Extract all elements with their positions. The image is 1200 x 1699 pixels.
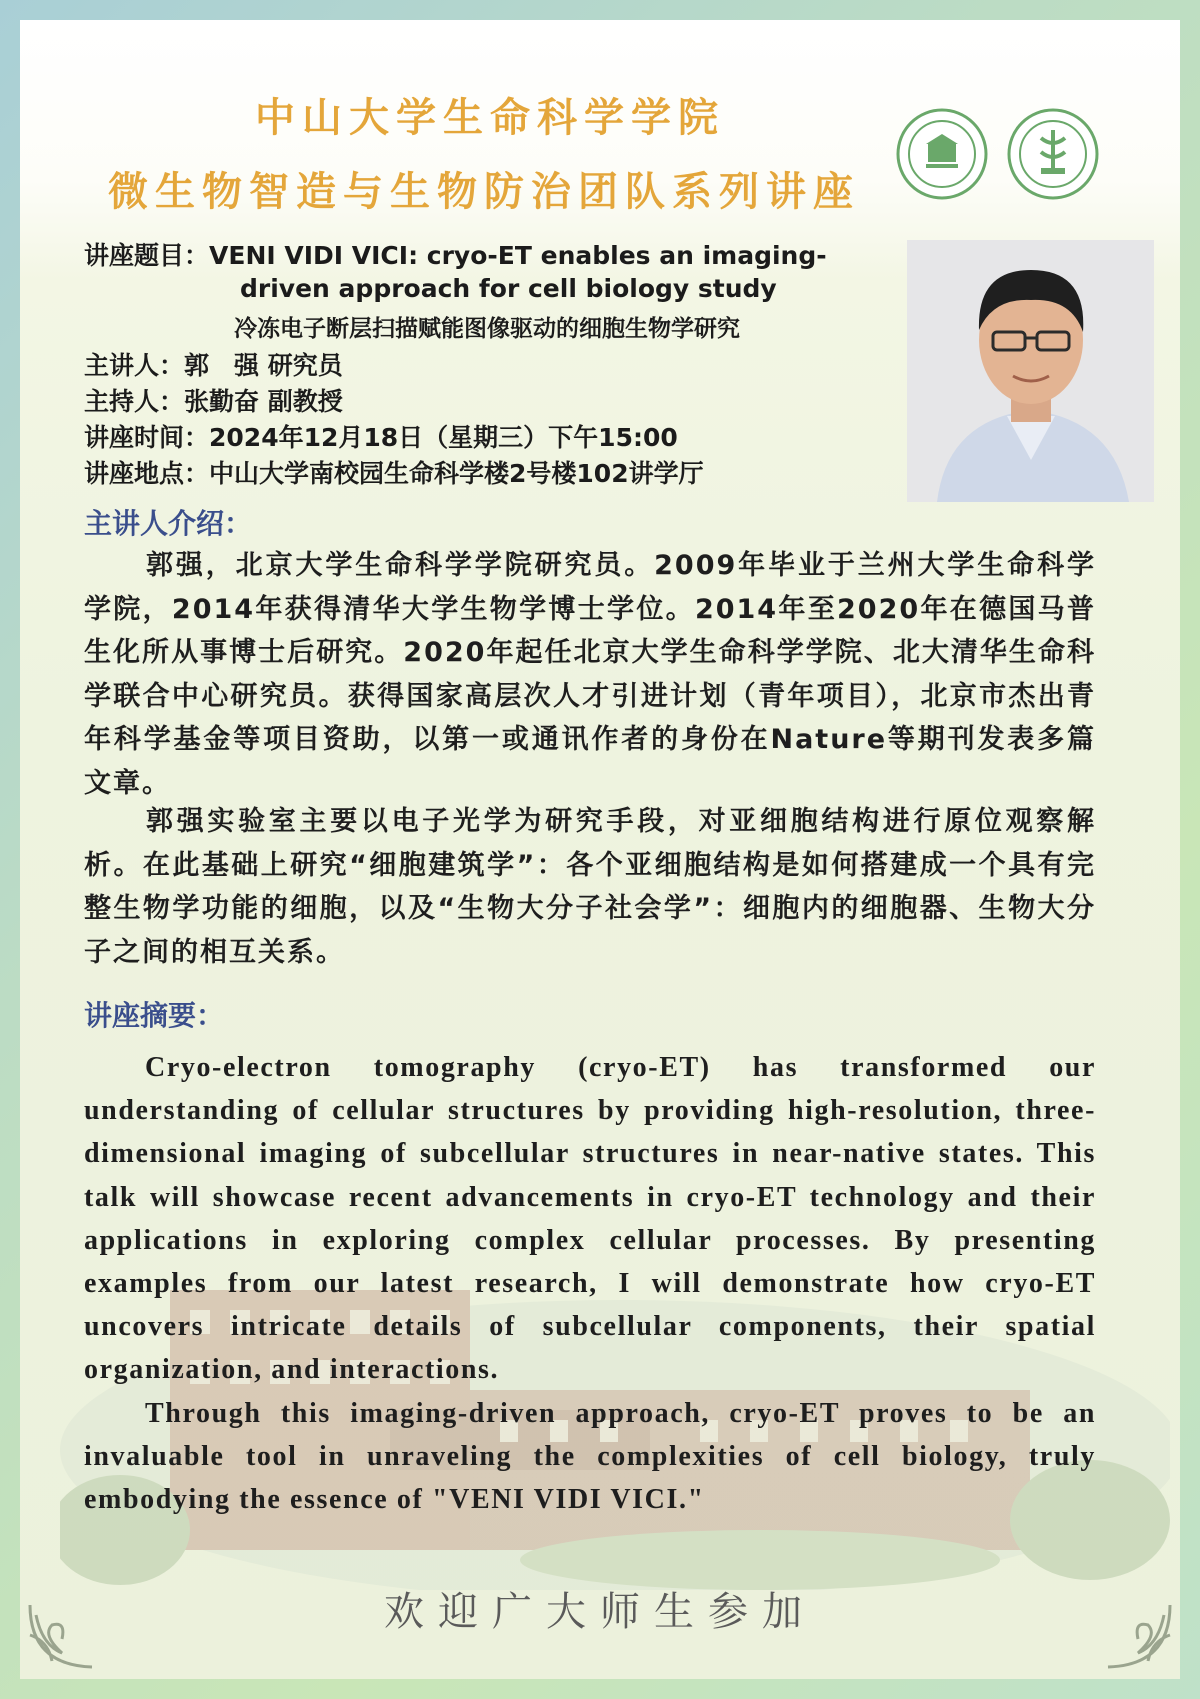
speaker-row <box>84 346 343 382</box>
abstract-paragraph-2: Through this imaging-driven approach, cryo-ET proves to be an invaluable tool in unraveling the complexities of cell biology, truly embodying the essence of "VENI VIDI VICI." <box>84 1398 1096 1516</box>
bio-heading: 主讲人介绍： <box>84 507 253 540</box>
speaker-label: 主讲人： <box>84 351 185 380</box>
team-seal-icon <box>1007 108 1099 200</box>
series-title: 微生物智造与生物防治团队系列讲座 <box>108 168 860 215</box>
school-title: 中山大学生命科学学院 <box>255 94 725 141</box>
topic-en-line1: VENI VIDI VICI: cryo-ET enables an imaging- <box>209 241 827 270</box>
abstract-heading: 讲座摘要： <box>84 999 225 1032</box>
welcome-message: 欢迎广大师生参加 <box>384 1589 816 1635</box>
place-value: 中山大学南校园生命科学楼2号楼102讲学厅 <box>209 459 704 488</box>
speaker-name: 郭 强 研究员 <box>184 351 343 380</box>
abstract-paragraph-1: Cryo-electron tomography (cryo-ET) has transformed our understanding of cellular structures by providing high-resolution, three-dimensional imaging of subcellular structures in near-native states. This talk will showcase recent advancements in cryo-ET technology and their applications in exploring complex cellular processes. By presenting examples from our latest research, I will demonstrate how cryo-ET uncovers intricate details of subcellular components, their spatial organization, and interactions. <box>84 1052 1096 1386</box>
place-row <box>84 454 704 490</box>
host-row <box>84 382 343 418</box>
bio-paragraph-2: 郭强实验室主要以电子光学为研究手段，对亚细胞结构进行原位观察解析。在此基础上研究“细胞建筑学”：各个亚细胞结构是如何搭建成一个具有完整生物学功能的细胞，以及“生物大分子社会学”：细胞内的细胞器、生物大分子之间的相互关系。 <box>84 806 1096 968</box>
topic-en-line2: driven approach for cell biology study <box>240 274 777 303</box>
host-label: 主持人： <box>84 387 185 416</box>
topic-label: 讲座题目： <box>84 241 210 270</box>
place-label: 讲座地点： <box>84 459 210 488</box>
time-value: 2024年12月18日（星期三）下午15:00 <box>209 423 678 452</box>
time-label: 讲座时间： <box>84 423 210 452</box>
host-name: 张勤奋 副教授 <box>184 387 343 416</box>
topic-cn: 冷冻电子断层扫描赋能图像驱动的细胞生物学研究 <box>234 316 740 342</box>
bio-paragraph-1: 郭强，北京大学生命科学学院研究员。2009年毕业于兰州大学生命科学学院，2014年获得清华大学生物学博士学位。2014年至2020年在德国马普生化所从事博士后研究。2020年起任北京大学生命科学学院、北大清华生命科学联合中心研究员。获得国家高层次人才引进计划（青年项目），北京市杰出青年科学基金等项目资助，以第一或通讯作者的身份在Nature等期刊发表多篇文章。 <box>84 550 1096 799</box>
topic-row <box>84 236 827 272</box>
speaker-photo <box>907 240 1154 502</box>
school-seal-icon <box>896 108 988 200</box>
time-row <box>84 418 678 454</box>
